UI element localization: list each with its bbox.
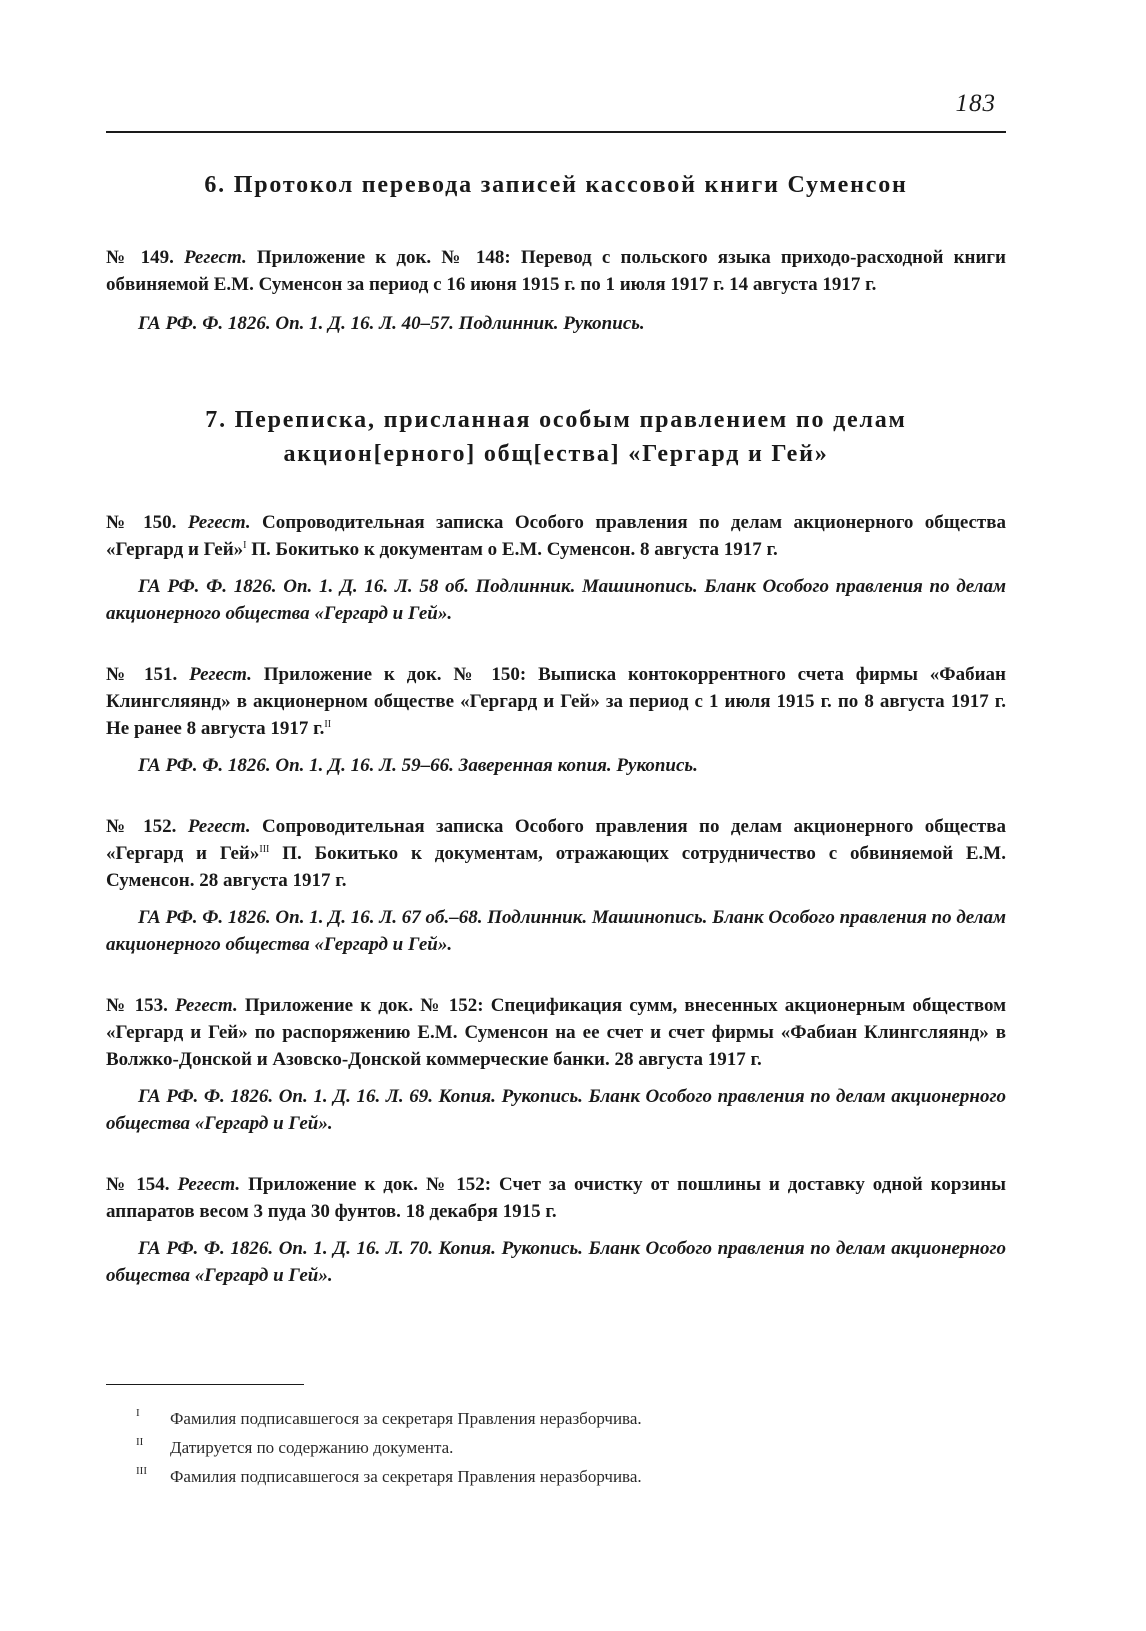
archive-ref-149: ГА РФ. Ф. 1826. Оп. 1. Д. 16. Л. 40–57. Подлинник. Рукопись.: [138, 313, 645, 334]
archive-ref-154: ГА РФ. Ф. 1826. Оп. 1. Д. 16. Л. 70. Копия. Рукопись. Бланк Особого правления по делам акционерного общества «Гергард и Гей».: [106, 1238, 1006, 1286]
footnote-1: [136, 1404, 996, 1433]
page-number: 183: [955, 90, 996, 117]
entry-154: № 154. Регест. Приложение к док. № 152: Счет за очистку от пошлины и доставку одной корзины аппаратов весом 3 пуда 30 фунтов. 18 декабря 1915 г.: [106, 1174, 1007, 1222]
page-content: [106, 168, 1006, 1289]
archive-ref-150: ГА РФ. Ф. 1826. Оп. 1. Д. 16. Л. 58 об. Подлинник. Машинопись. Бланк Особого правления по делам акционерного общества «Гергард и Гей».: [106, 576, 1006, 624]
footnotes: [136, 1404, 996, 1491]
archive-ref-153: ГА РФ. Ф. 1826. Оп. 1. Д. 16. Л. 69. Копия. Рукопись. Бланк Особого правления по делам акционерного общества «Гергард и Гей».: [106, 1086, 1006, 1134]
footnote-2: [136, 1433, 996, 1462]
entry-150: № 150. Регест. Сопроводительная записка Особого правления по делам акционерного общества «Гергард и Гей»$^I$ П. Бокитько к документам о Е.М. Суменсон. 8 августа 1917 г.: [106, 512, 1007, 560]
footnote-text: Фамилия подписавшегося за секретаря Правления неразборчива.: [170, 1467, 642, 1486]
archive-ref-151: ГА РФ. Ф. 1826. Оп. 1. Д. 16. Л. 59–66. Заверенная копия. Рукопись.: [138, 755, 698, 776]
footnote-mark: I: [136, 1407, 140, 1419]
entry-149: № 149. Регест. Приложение к док. № 148: Перевод с польского языка приходо-расходной книги обвиняемой Е.М. Суменсон за период с 16 июня 1915 г. по 1 июля 1917 г. 14 августа 1917 г.: [106, 247, 1007, 295]
entry-152: № 152. Регест. Сопроводительная записка Особого правления по делам акционерного общества «Гергард и Гей»$^{III}$ П. Бокитько к документам, отражающих сотрудничество с обвиняемой Е.М. Суменсон. 28 августа 1917 г.: [106, 816, 1007, 891]
footnote-3: [136, 1462, 996, 1491]
archive-ref-152: ГА РФ. Ф. 1826. Оп. 1. Д. 16. Л. 67 об.–68. Подлинник. Машинопись. Бланк Особого правления по делам акционерного общества «Гергард и Гей».: [106, 907, 1006, 955]
footnote-ref-1[interactable]: I: [243, 540, 247, 551]
footnote-text: Фамилия подписавшегося за секретаря Правления неразборчива.: [170, 1409, 642, 1428]
entry-151: № 151. Регест. Приложение к док. № 150: Выписка контокоррентного счета фирмы «Фабиан Клингсляянд» в акционерном обществе «Гергард и Гей» за период с 1 июля 1915 г. по 8 августа 1917 г. Не ранее 8 августа 1917 г.$^{II}$: [106, 664, 1007, 739]
footnote-ref-2[interactable]: II: [324, 719, 332, 730]
section-title-7: 7. Переписка, присланная особым правлением по делам акцион[ерного] общ[ества] «Гергард и Гей»: [205, 407, 907, 467]
entry-153: № 153. Регест. Приложение к док. № 152: Спецификация сумм, внесенных акционерным обществом «Гергард и Гей» по распоряжению Е.М. Суменсон на ее счет и счет фирмы «Фабиан Клингсляянд» в Волжко-Донской и Азовско-Донской коммерческие банки. 28 августа 1917 г.: [106, 995, 1007, 1070]
footnote-mark: II: [136, 1436, 144, 1448]
footnote-text: Датируется по содержанию документа.: [170, 1438, 454, 1457]
section-title-6: 6. Протокол перевода записей кассовой книги Суменсон: [204, 172, 908, 198]
header-rule: [106, 131, 1006, 133]
footnote-rule: [106, 1384, 304, 1385]
footnote-mark: III: [136, 1465, 147, 1477]
footnote-ref-3[interactable]: III: [259, 844, 270, 855]
